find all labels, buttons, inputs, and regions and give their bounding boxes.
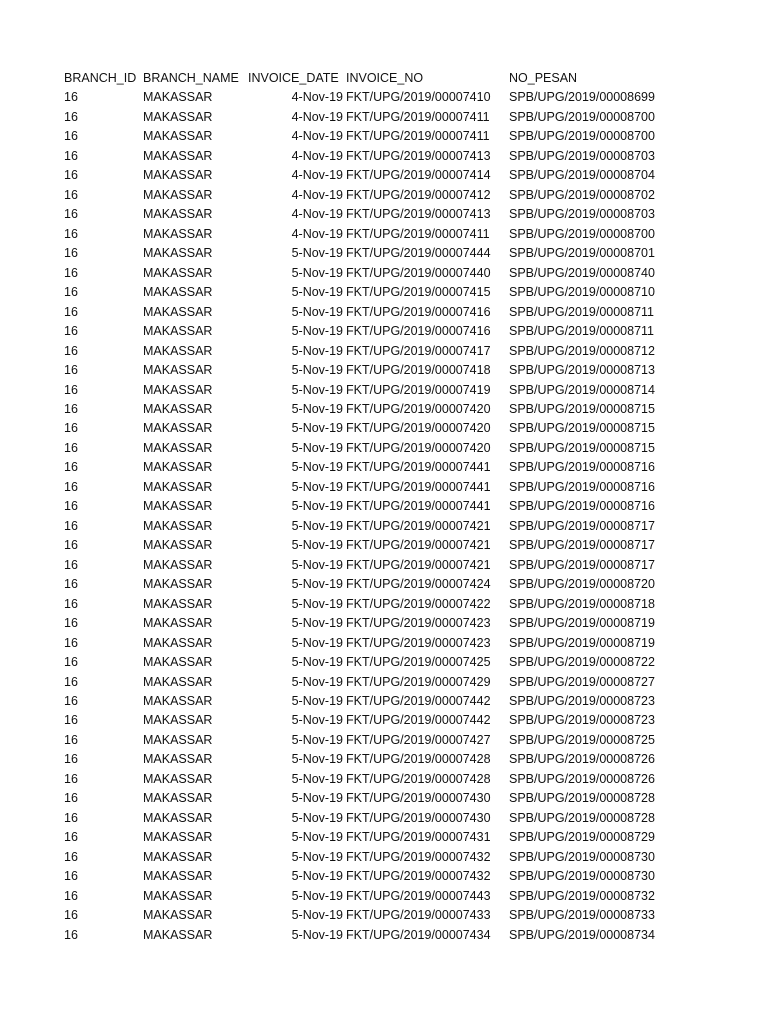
invoice-no-cell: FKT/UPG/2019/00007429 [346, 674, 491, 689]
no-pesan-cell: SPB/UPG/2019/00008703 [509, 207, 655, 222]
table-row [0, 673, 768, 692]
invoice-date-cell: 5-Nov-19 [291, 324, 343, 339]
branch-name-cell: MAKASSAR [143, 226, 213, 241]
branch-name-cell: MAKASSAR [143, 849, 213, 864]
table-row [0, 556, 768, 575]
invoice-no-cell: FKT/UPG/2019/00007414 [346, 168, 491, 183]
invoice-no-cell: FKT/UPG/2019/00007433 [346, 908, 491, 923]
branch-name-cell: MAKASSAR [143, 810, 213, 825]
invoice-no-cell: FKT/UPG/2019/00007417 [346, 343, 491, 358]
table-row [0, 166, 768, 185]
table-row [0, 108, 768, 127]
column-header-invoice-no: INVOICE_NO [346, 71, 424, 85]
invoice-no-cell: FKT/UPG/2019/00007416 [346, 324, 491, 339]
no-pesan-cell: SPB/UPG/2019/00008733 [509, 908, 655, 923]
invoice-no-cell: FKT/UPG/2019/00007421 [346, 557, 491, 572]
branch-id-cell: 16 [64, 265, 78, 280]
invoice-no-cell: FKT/UPG/2019/00007421 [346, 518, 491, 533]
branch-id-cell: 16 [64, 771, 78, 786]
table-row [0, 186, 768, 205]
table-row [0, 575, 768, 594]
invoice-date-cell: 4-Nov-19 [291, 207, 343, 222]
branch-id-cell: 16 [64, 655, 78, 670]
branch-name-cell: MAKASSAR [143, 440, 213, 455]
invoice-no-cell: FKT/UPG/2019/00007443 [346, 888, 491, 903]
table-row [0, 361, 768, 380]
branch-id-cell: 16 [64, 830, 78, 845]
table-row [0, 653, 768, 672]
no-pesan-cell: SPB/UPG/2019/00008722 [509, 655, 655, 670]
branch-id-cell: 16 [64, 440, 78, 455]
column-header-no-pesan: NO_PESAN [509, 71, 578, 85]
invoice-date-cell: 5-Nov-19 [291, 304, 343, 319]
branch-name-cell: MAKASSAR [143, 869, 213, 884]
invoice-date-cell: 5-Nov-19 [291, 440, 343, 455]
branch-id-cell: 16 [64, 557, 78, 572]
invoice-no-cell: FKT/UPG/2019/00007441 [346, 460, 491, 475]
no-pesan-cell: SPB/UPG/2019/00008723 [509, 713, 655, 728]
no-pesan-cell: SPB/UPG/2019/00008717 [509, 557, 655, 572]
invoice-no-cell: FKT/UPG/2019/00007434 [346, 927, 491, 942]
branch-id-cell: 16 [64, 304, 78, 319]
no-pesan-cell: SPB/UPG/2019/00008711 [509, 324, 655, 339]
column-header-branch-id: BRANCH_ID [64, 71, 137, 85]
invoice-no-cell: FKT/UPG/2019/00007412 [346, 187, 491, 202]
branch-id-cell: 16 [64, 908, 78, 923]
no-pesan-cell: SPB/UPG/2019/00008719 [509, 616, 655, 631]
invoice-no-cell: FKT/UPG/2019/00007423 [346, 616, 491, 631]
invoice-date-cell: 4-Nov-19 [291, 168, 343, 183]
branch-name-cell: MAKASSAR [143, 207, 213, 222]
no-pesan-cell: SPB/UPG/2019/00008728 [509, 791, 655, 806]
branch-id-cell: 16 [64, 187, 78, 202]
invoice-date-cell: 5-Nov-19 [291, 771, 343, 786]
invoice-date-cell: 5-Nov-19 [291, 382, 343, 397]
branch-id-cell: 16 [64, 363, 78, 378]
branch-id-cell: 16 [64, 732, 78, 747]
no-pesan-cell: SPB/UPG/2019/00008728 [509, 810, 655, 825]
branch-id-cell: 16 [64, 421, 78, 436]
branch-id-cell: 16 [64, 207, 78, 222]
no-pesan-cell: SPB/UPG/2019/00008711 [509, 304, 655, 319]
branch-name-cell: MAKASSAR [143, 616, 213, 631]
table-row [0, 322, 768, 341]
no-pesan-cell: SPB/UPG/2019/00008700 [509, 129, 655, 144]
branch-name-cell: MAKASSAR [143, 830, 213, 845]
table-row [0, 264, 768, 283]
branch-name-cell: MAKASSAR [143, 518, 213, 533]
table-row [0, 381, 768, 400]
branch-name-cell: MAKASSAR [143, 791, 213, 806]
invoice-date-cell: 5-Nov-19 [291, 401, 343, 416]
branch-name-cell: MAKASSAR [143, 499, 213, 514]
table-row [0, 789, 768, 808]
invoice-date-cell: 5-Nov-19 [291, 849, 343, 864]
invoice-no-cell: FKT/UPG/2019/00007442 [346, 713, 491, 728]
branch-id-cell: 16 [64, 538, 78, 553]
no-pesan-cell: SPB/UPG/2019/00008716 [509, 499, 655, 514]
invoice-date-cell: 5-Nov-19 [291, 830, 343, 845]
table-row [0, 906, 768, 925]
no-pesan-cell: SPB/UPG/2019/00008730 [509, 869, 655, 884]
branch-id-cell: 16 [64, 849, 78, 864]
invoice-date-cell: 4-Nov-19 [291, 90, 343, 105]
branch-name-cell: MAKASSAR [143, 187, 213, 202]
invoice-no-cell: FKT/UPG/2019/00007441 [346, 499, 491, 514]
branch-id-cell: 16 [64, 713, 78, 728]
no-pesan-cell: SPB/UPG/2019/00008723 [509, 694, 655, 708]
table-row [0, 342, 768, 361]
branch-id-cell: 16 [64, 791, 78, 806]
table-row [0, 926, 768, 945]
no-pesan-cell: SPB/UPG/2019/00008716 [509, 479, 655, 494]
invoice-date-cell: 5-Nov-19 [291, 460, 343, 475]
branch-name-cell: MAKASSAR [143, 265, 213, 280]
no-pesan-cell: SPB/UPG/2019/00008727 [509, 674, 655, 689]
branch-id-cell: 16 [64, 694, 78, 708]
no-pesan-cell: SPB/UPG/2019/00008713 [509, 363, 655, 378]
invoice-no-cell: FKT/UPG/2019/00007416 [346, 304, 491, 319]
branch-name-cell: MAKASSAR [143, 557, 213, 572]
branch-id-cell: 16 [64, 810, 78, 825]
invoice-no-cell: FKT/UPG/2019/00007430 [346, 810, 491, 825]
invoice-no-cell: FKT/UPG/2019/00007420 [346, 421, 491, 436]
table-row [0, 887, 768, 906]
invoice-no-cell: FKT/UPG/2019/00007427 [346, 732, 491, 747]
invoice-no-cell: FKT/UPG/2019/00007419 [346, 382, 491, 397]
column-header-invoice-date: INVOICE_DATE [248, 71, 339, 85]
invoice-no-cell: FKT/UPG/2019/00007424 [346, 577, 491, 592]
no-pesan-cell: SPB/UPG/2019/00008700 [509, 109, 655, 124]
no-pesan-cell: SPB/UPG/2019/00008719 [509, 635, 655, 650]
invoice-no-cell: FKT/UPG/2019/00007441 [346, 479, 491, 494]
branch-name-cell: MAKASSAR [143, 246, 213, 261]
invoice-date-cell: 5-Nov-19 [291, 616, 343, 631]
column-header-branch-name: BRANCH_NAME [143, 71, 239, 85]
invoice-no-cell: FKT/UPG/2019/00007428 [346, 771, 491, 786]
no-pesan-cell: SPB/UPG/2019/00008714 [509, 382, 655, 397]
invoice-date-cell: 5-Nov-19 [291, 674, 343, 689]
table-row [0, 400, 768, 419]
branch-name-cell: MAKASSAR [143, 363, 213, 378]
invoice-no-cell: FKT/UPG/2019/00007432 [346, 849, 491, 864]
invoice-no-cell: FKT/UPG/2019/00007430 [346, 791, 491, 806]
invoice-date-cell: 5-Nov-19 [291, 596, 343, 611]
no-pesan-cell: SPB/UPG/2019/00008702 [509, 187, 655, 202]
no-pesan-cell: SPB/UPG/2019/00008720 [509, 577, 655, 592]
invoice-date-cell: 5-Nov-19 [291, 421, 343, 436]
table-row [0, 497, 768, 516]
invoice-date-cell: 5-Nov-19 [291, 577, 343, 592]
invoice-date-cell: 5-Nov-19 [291, 557, 343, 572]
branch-name-cell: MAKASSAR [143, 771, 213, 786]
branch-name-cell: MAKASSAR [143, 343, 213, 358]
table-row [0, 867, 768, 886]
branch-id-cell: 16 [64, 927, 78, 942]
table-row [0, 711, 768, 730]
invoice-date-cell: 5-Nov-19 [291, 713, 343, 728]
branch-id-cell: 16 [64, 869, 78, 884]
no-pesan-cell: SPB/UPG/2019/00008715 [509, 440, 655, 455]
branch-id-cell: 16 [64, 460, 78, 475]
invoice-no-cell: FKT/UPG/2019/00007421 [346, 538, 491, 553]
branch-name-cell: MAKASSAR [143, 752, 213, 767]
no-pesan-cell: SPB/UPG/2019/00008732 [509, 888, 655, 903]
invoice-table [0, 69, 768, 945]
no-pesan-cell: SPB/UPG/2019/00008715 [509, 421, 655, 436]
table-row [0, 478, 768, 497]
no-pesan-cell: SPB/UPG/2019/00008717 [509, 518, 655, 533]
table-row [0, 848, 768, 867]
invoice-no-cell: FKT/UPG/2019/00007432 [346, 869, 491, 884]
branch-id-cell: 16 [64, 616, 78, 631]
branch-name-cell: MAKASSAR [143, 596, 213, 611]
invoice-no-cell: FKT/UPG/2019/00007418 [346, 363, 491, 378]
branch-name-cell: MAKASSAR [143, 148, 213, 163]
branch-id-cell: 16 [64, 596, 78, 611]
branch-name-cell: MAKASSAR [143, 908, 213, 923]
branch-name-cell: MAKASSAR [143, 888, 213, 903]
invoice-date-cell: 5-Nov-19 [291, 694, 343, 708]
no-pesan-cell: SPB/UPG/2019/00008729 [509, 830, 655, 845]
invoice-date-cell: 5-Nov-19 [291, 635, 343, 650]
branch-name-cell: MAKASSAR [143, 732, 213, 747]
no-pesan-cell: SPB/UPG/2019/00008703 [509, 148, 655, 163]
invoice-date-cell: 5-Nov-19 [291, 810, 343, 825]
branch-id-cell: 16 [64, 109, 78, 124]
no-pesan-cell: SPB/UPG/2019/00008699 [509, 90, 655, 105]
branch-name-cell: MAKASSAR [143, 927, 213, 942]
branch-id-cell: 16 [64, 577, 78, 592]
branch-name-cell: MAKASSAR [143, 90, 213, 105]
invoice-date-cell: 5-Nov-19 [291, 246, 343, 261]
table-header-row [0, 69, 768, 88]
branch-name-cell: MAKASSAR [143, 479, 213, 494]
branch-name-cell: MAKASSAR [143, 538, 213, 553]
invoice-date-cell: 5-Nov-19 [291, 655, 343, 670]
branch-name-cell: MAKASSAR [143, 460, 213, 475]
invoice-date-cell: 4-Nov-19 [291, 148, 343, 163]
table-row [0, 770, 768, 789]
branch-id-cell: 16 [64, 674, 78, 689]
branch-id-cell: 16 [64, 148, 78, 163]
branch-id-cell: 16 [64, 285, 78, 300]
invoice-date-cell: 4-Nov-19 [291, 129, 343, 144]
table-row [0, 225, 768, 244]
invoice-no-cell: FKT/UPG/2019/00007444 [346, 246, 491, 261]
invoice-no-cell: FKT/UPG/2019/00007410 [346, 90, 491, 105]
table-row [0, 536, 768, 555]
branch-name-cell: MAKASSAR [143, 168, 213, 183]
no-pesan-cell: SPB/UPG/2019/00008704 [509, 168, 655, 183]
branch-id-cell: 16 [64, 479, 78, 494]
branch-id-cell: 16 [64, 518, 78, 533]
invoice-date-cell: 5-Nov-19 [291, 791, 343, 806]
invoice-no-cell: FKT/UPG/2019/00007440 [346, 265, 491, 280]
branch-name-cell: MAKASSAR [143, 304, 213, 319]
branch-name-cell: MAKASSAR [143, 674, 213, 689]
table-row [0, 127, 768, 146]
invoice-date-cell: 5-Nov-19 [291, 343, 343, 358]
table-row [0, 205, 768, 224]
no-pesan-cell: SPB/UPG/2019/00008715 [509, 401, 655, 416]
branch-name-cell: MAKASSAR [143, 285, 213, 300]
table-row [0, 147, 768, 166]
branch-name-cell: MAKASSAR [143, 635, 213, 650]
no-pesan-cell: SPB/UPG/2019/00008718 [509, 596, 655, 611]
table-row [0, 750, 768, 769]
table-row [0, 88, 768, 107]
branch-name-cell: MAKASSAR [143, 655, 213, 670]
no-pesan-cell: SPB/UPG/2019/00008726 [509, 771, 655, 786]
table-row [0, 614, 768, 633]
branch-id-cell: 16 [64, 752, 78, 767]
no-pesan-cell: SPB/UPG/2019/00008734 [509, 927, 655, 942]
table-row [0, 458, 768, 477]
no-pesan-cell: SPB/UPG/2019/00008710 [509, 285, 655, 300]
invoice-date-cell: 5-Nov-19 [291, 363, 343, 378]
invoice-no-cell: FKT/UPG/2019/00007413 [346, 207, 491, 222]
invoice-no-cell: FKT/UPG/2019/00007431 [346, 830, 491, 845]
no-pesan-cell: SPB/UPG/2019/00008712 [509, 343, 655, 358]
table-row [0, 828, 768, 847]
invoice-date-cell: 4-Nov-19 [291, 226, 343, 241]
invoice-date-cell: 5-Nov-19 [291, 888, 343, 903]
branch-id-cell: 16 [64, 888, 78, 903]
invoice-date-cell: 5-Nov-19 [291, 499, 343, 514]
invoice-date-cell: 5-Nov-19 [291, 538, 343, 553]
invoice-no-cell: FKT/UPG/2019/00007425 [346, 655, 491, 670]
branch-id-cell: 16 [64, 499, 78, 514]
table-row [0, 731, 768, 750]
invoice-no-cell: FKT/UPG/2019/00007423 [346, 635, 491, 650]
no-pesan-cell: SPB/UPG/2019/00008700 [509, 226, 655, 241]
invoice-date-cell: 4-Nov-19 [291, 187, 343, 202]
table-row [0, 809, 768, 828]
branch-name-cell: MAKASSAR [143, 577, 213, 592]
invoice-date-cell: 5-Nov-19 [291, 518, 343, 533]
branch-id-cell: 16 [64, 382, 78, 397]
invoice-date-cell: 5-Nov-19 [291, 265, 343, 280]
branch-name-cell: MAKASSAR [143, 129, 213, 144]
invoice-date-cell: 5-Nov-19 [291, 927, 343, 942]
table-row [0, 595, 768, 614]
no-pesan-cell: SPB/UPG/2019/00008717 [509, 538, 655, 553]
branch-id-cell: 16 [64, 324, 78, 339]
table-row [0, 283, 768, 302]
invoice-no-cell: FKT/UPG/2019/00007420 [346, 401, 491, 416]
invoice-no-cell: FKT/UPG/2019/00007422 [346, 596, 491, 611]
branch-id-cell: 16 [64, 168, 78, 183]
table-body [0, 88, 768, 945]
no-pesan-cell: SPB/UPG/2019/00008725 [509, 732, 655, 747]
invoice-no-cell: FKT/UPG/2019/00007411 [346, 109, 490, 124]
branch-id-cell: 16 [64, 401, 78, 416]
invoice-no-cell: FKT/UPG/2019/00007420 [346, 440, 491, 455]
branch-name-cell: MAKASSAR [143, 109, 213, 124]
invoice-date-cell: 5-Nov-19 [291, 908, 343, 923]
invoice-date-cell: 5-Nov-19 [291, 285, 343, 300]
table-row [0, 303, 768, 322]
invoice-no-cell: FKT/UPG/2019/00007411 [346, 226, 490, 241]
table-row [0, 634, 768, 653]
table-row [0, 517, 768, 536]
branch-name-cell: MAKASSAR [143, 713, 213, 728]
branch-name-cell: MAKASSAR [143, 694, 213, 708]
table-row [0, 244, 768, 263]
branch-name-cell: MAKASSAR [143, 324, 213, 339]
branch-name-cell: MAKASSAR [143, 401, 213, 416]
no-pesan-cell: SPB/UPG/2019/00008740 [509, 265, 655, 280]
invoice-no-cell: FKT/UPG/2019/00007442 [346, 694, 491, 708]
branch-id-cell: 16 [64, 226, 78, 241]
invoice-date-cell: 5-Nov-19 [291, 479, 343, 494]
branch-id-cell: 16 [64, 246, 78, 261]
invoice-date-cell: 5-Nov-19 [291, 732, 343, 747]
no-pesan-cell: SPB/UPG/2019/00008701 [509, 246, 655, 261]
branch-name-cell: MAKASSAR [143, 382, 213, 397]
invoice-date-cell: 4-Nov-19 [291, 109, 343, 124]
table-row [0, 419, 768, 438]
invoice-no-cell: FKT/UPG/2019/00007411 [346, 129, 490, 144]
table-row [0, 692, 768, 711]
invoice-no-cell: FKT/UPG/2019/00007428 [346, 752, 491, 767]
invoice-date-cell: 5-Nov-19 [291, 869, 343, 884]
invoice-no-cell: FKT/UPG/2019/00007415 [346, 285, 491, 300]
no-pesan-cell: SPB/UPG/2019/00008730 [509, 849, 655, 864]
branch-id-cell: 16 [64, 635, 78, 650]
branch-name-cell: MAKASSAR [143, 421, 213, 436]
table-row [0, 439, 768, 458]
no-pesan-cell: SPB/UPG/2019/00008726 [509, 752, 655, 767]
invoice-date-cell: 5-Nov-19 [291, 752, 343, 767]
branch-id-cell: 16 [64, 343, 78, 358]
invoice-no-cell: FKT/UPG/2019/00007413 [346, 148, 491, 163]
no-pesan-cell: SPB/UPG/2019/00008716 [509, 460, 655, 475]
branch-id-cell: 16 [64, 90, 78, 105]
branch-id-cell: 16 [64, 129, 78, 144]
